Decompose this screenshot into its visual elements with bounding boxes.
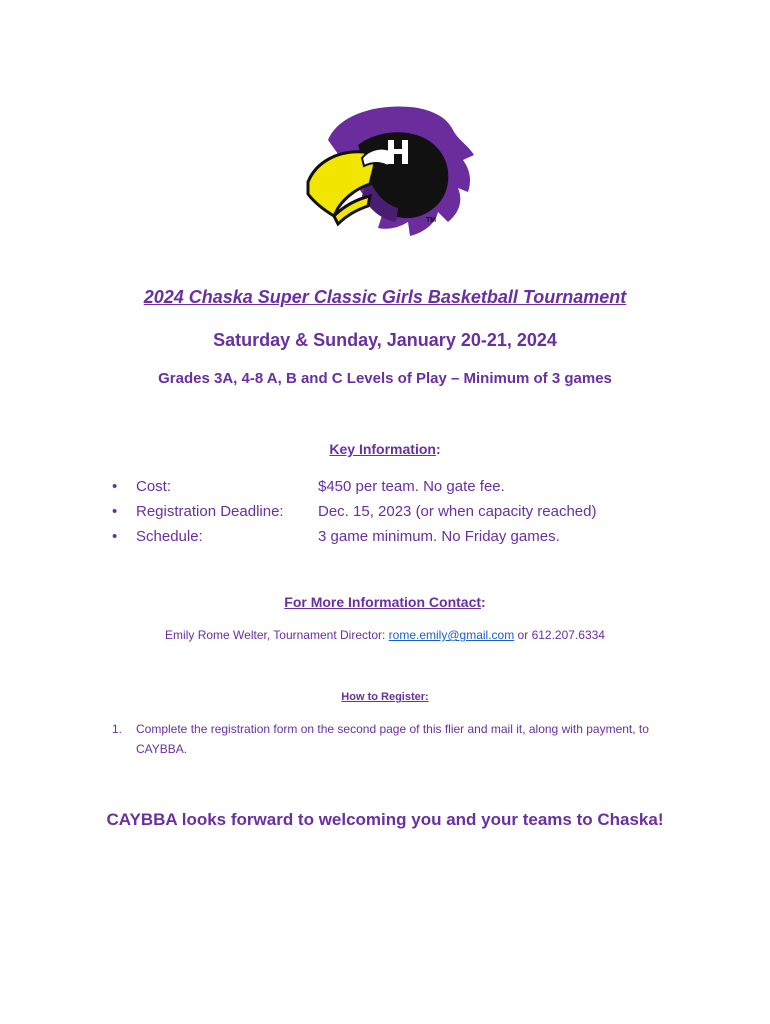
contact-director: Emily Rome Welter, Tournament Director: bbox=[165, 628, 389, 642]
schedule-value: 3 game minimum. No Friday games. bbox=[318, 528, 560, 545]
closing-message: CAYBBA looks forward to welcoming you and your teams to Chaska! bbox=[106, 810, 664, 829]
step-number: 1. bbox=[112, 722, 123, 736]
cost-label: Cost: bbox=[136, 478, 172, 495]
registration-steps bbox=[112, 719, 672, 759]
step-text: Complete the registration form on the second page of this flier and mail it, along with payment, to CAYBBA. bbox=[136, 722, 649, 756]
registration-deadline-value: Dec. 15, 2023 (or when capacity reached) bbox=[318, 503, 597, 520]
how-to-register-heading: How to Register: bbox=[341, 691, 429, 703]
contact-heading-text: For More Information Contact bbox=[284, 594, 482, 610]
key-information-list bbox=[112, 477, 672, 552]
contact-phone: 612.207.6334 bbox=[531, 628, 605, 642]
cost-value: $450 per team. No gate fee. bbox=[318, 478, 505, 495]
contact-email-link[interactable]: rome.emily@gmail.com bbox=[388, 628, 515, 642]
schedule-label: Schedule: bbox=[136, 528, 203, 545]
key-information-heading-text: Key Information bbox=[329, 441, 436, 457]
list-item bbox=[112, 477, 672, 502]
contact-heading bbox=[0, 594, 770, 610]
bullet: • bbox=[112, 478, 118, 495]
list-item bbox=[112, 502, 672, 527]
key-information-heading bbox=[0, 441, 770, 457]
tournament-title: 2024 Chaska Super Classic Girls Basketball Tournament bbox=[143, 287, 627, 307]
contact-details bbox=[0, 628, 770, 642]
bullet: • bbox=[112, 528, 118, 545]
registration-deadline-label: Registration Deadline: bbox=[136, 503, 284, 520]
contact-separator: or bbox=[514, 628, 532, 642]
trademark-mark: TM bbox=[426, 217, 437, 224]
list-item bbox=[112, 719, 672, 759]
list-item bbox=[112, 527, 672, 552]
bullet: • bbox=[112, 503, 118, 520]
grade-levels: Grades 3A, 4-8 A, B and C Levels of Play – Minimum of 3 games bbox=[158, 370, 612, 387]
key-information-heading-colon: : bbox=[435, 441, 441, 457]
hawk-head-logo-icon bbox=[298, 100, 474, 240]
tournament-dates: Saturday & Sunday, January 20-21, 2024 bbox=[213, 330, 557, 350]
contact-heading-colon: : bbox=[481, 594, 486, 610]
